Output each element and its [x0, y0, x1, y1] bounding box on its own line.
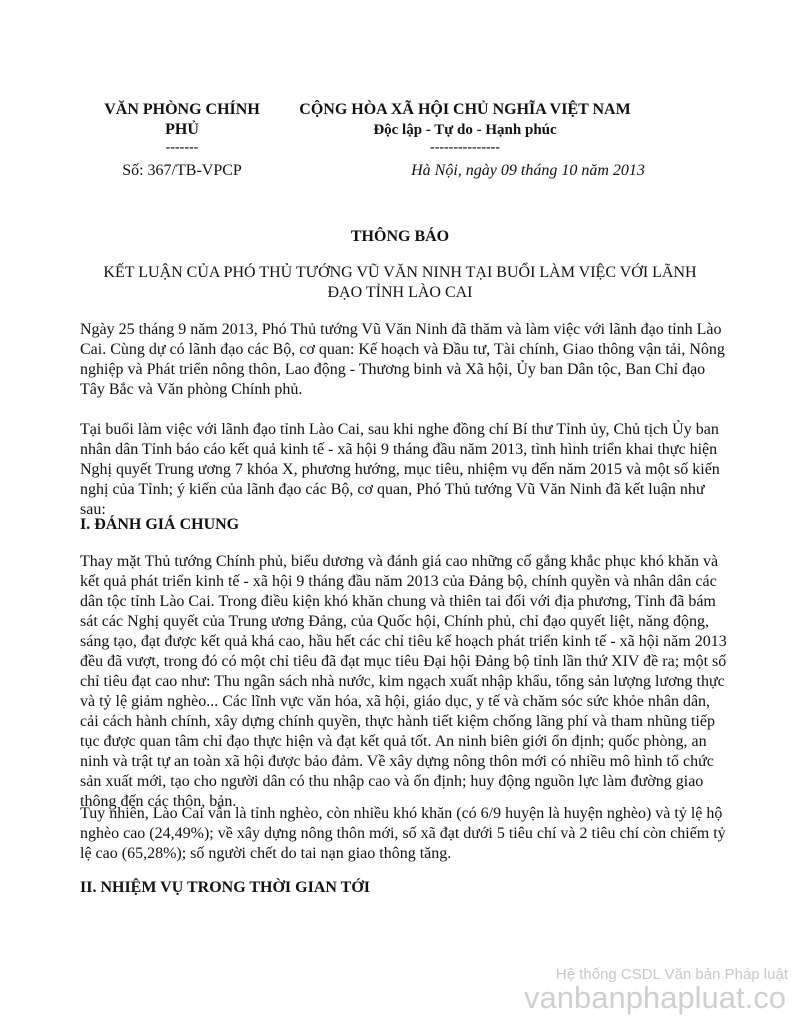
agency-name-line2: PHỦ — [165, 121, 199, 138]
intro-paragraph: Ngày 25 tháng 9 năm 2013, Phó Thủ tướng Vũ Văn Ninh đã thăm và làm việc với lãnh đạo tỉnh Lào Cai. Cùng dự có lãnh đạo các Bộ, cơ quan: Kế hoạch và Đầu tư, Tài chính, Giao thông vận tải, Nông nghiệp và Phát triển nông thôn, Lao động - Thương binh và Xã hội, Ủy ban Dân tộc, Ban Chỉ đạo Tây Bắc và Văn phòng Chính phủ. — [80, 321, 725, 398]
agency-name-line1: VĂN PHÒNG CHÍNH — [104, 101, 260, 118]
watermark-system-text: Hệ thống CSDL Văn bản Pháp luật — [555, 966, 788, 983]
section-heading-general-assessment: I. ĐÁNH GIÁ CHUNG — [80, 516, 240, 533]
document-subtitle: KẾT LUẬN CỦA PHÓ THỦ TƯỚNG VŨ VĂN NINH TẠI BUỔI LÀM VIỆC VỚI LÃNH ĐẠO TỈNH LÀO CAI — [103, 264, 697, 301]
national-motto: Độc lập - Tự do - Hạnh phúc — [373, 122, 557, 138]
agency-divider: ------- — [165, 140, 199, 155]
document-number: Số: 367/TB-VPCP — [122, 162, 242, 179]
nation-header — [285, 100, 645, 156]
agency-header — [92, 100, 272, 156]
assessment-paragraph: Thay mặt Thủ tướng Chính phủ, biểu dương và đánh giá cao những cố gắng khắc phục khó khăn và kết quả phát triển kinh tế - xã hội 9 tháng đầu năm 2013 của Đảng bộ, chính quyền và nhân dân các dân tộc tỉnh Lào Cai. Trong điều kiện khó khăn chung và thiên tai đối với địa phương, Tỉnh đã bám sát các Nghị quyết của Trung ương Đảng, của Quốc hội, Chính phủ, chỉ đạo quyết liệt, năng động, sáng tạo, đạt được kết quả khá cao, hầu hết các chỉ tiêu kế hoạch phát triển kinh tế - xã hội năm 2013 đều đã vượt, trong đó có một chỉ tiêu đã đạt mục tiêu Đại hội Đảng bộ tỉnh lần thứ XIV đề ra; một số chỉ tiêu đạt cao như: Thu ngân sách nhà nước, kim ngạch xuất nhập khẩu, tổng sản lượng lương thực và tỷ lệ giảm nghèo... Các lĩnh vực văn hóa, xã hội, giáo dục, y tế và chăm sóc sức khỏe nhân dân, cải cách hành chính, xây dựng chính quyền, thực hành tiết kiệm chống lãng phí và tham nhũng tiếp tục được quan tâm chỉ đạo thực hiện và đạt kết quả tốt. An ninh biên giới ổn định; quốc phòng, an ninh và trật tự an toàn xã hội được bảo đảm. Về xây dựng nông thôn mới có nhiều mô hình tổ chức sản xuất mới, tạo cho người dân có thu nhập cao và ổn định; huy động nguồn lực làm đường giao thông đến các thôn, bản. — [80, 553, 727, 810]
motto-divider: --------------- — [430, 140, 500, 155]
nation-name: CỘNG HÒA XÃ HỘI CHỦ NGHĨA VIỆT NAM — [299, 101, 631, 118]
section-heading-tasks: II. NHIỆM VỤ TRONG THỜI GIAN TỚI — [80, 879, 370, 896]
document-date: Hà Nội, ngày 09 tháng 10 năm 2013 — [411, 162, 645, 179]
meeting-paragraph: Tại buổi làm việc với lãnh đạo tỉnh Lào Cai, sau khi nghe đồng chí Bí thư Tỉnh ủy, Chủ tịch Ủy ban nhân dân Tỉnh báo cáo kết quả kinh tế - xã hội 9 tháng đầu năm 2013, tình hình triển khai thực hiện Nghị quyết Trung ương 7 khóa X, phương hướng, mục tiêu, nhiệm vụ đến năm 2015 và một số kiến nghị của Tỉnh; ý kiến của lãnh đạo các Bộ, cơ quan, Phó Thủ tướng Vũ Văn Ninh đã kết luận như sau: — [80, 421, 720, 518]
watermark-site-text: vanbanphapluat.co — [523, 980, 786, 1015]
document-title: THÔNG BÁO — [350, 228, 450, 245]
limitations-paragraph: Tuy nhiên, Lào Cai vẫn là tỉnh nghèo, còn nhiều khó khăn (có 6/9 huyện là huyện nghèo) và tỷ lệ hộ nghèo cao (24,49%); về xây dựng nông thôn mới, số xã đạt dưới 5 tiêu chí và 2 tiêu chí còn chiếm tỷ lệ cao (65,28%); số người chết do tai nạn giao thông tăng. — [80, 805, 726, 862]
